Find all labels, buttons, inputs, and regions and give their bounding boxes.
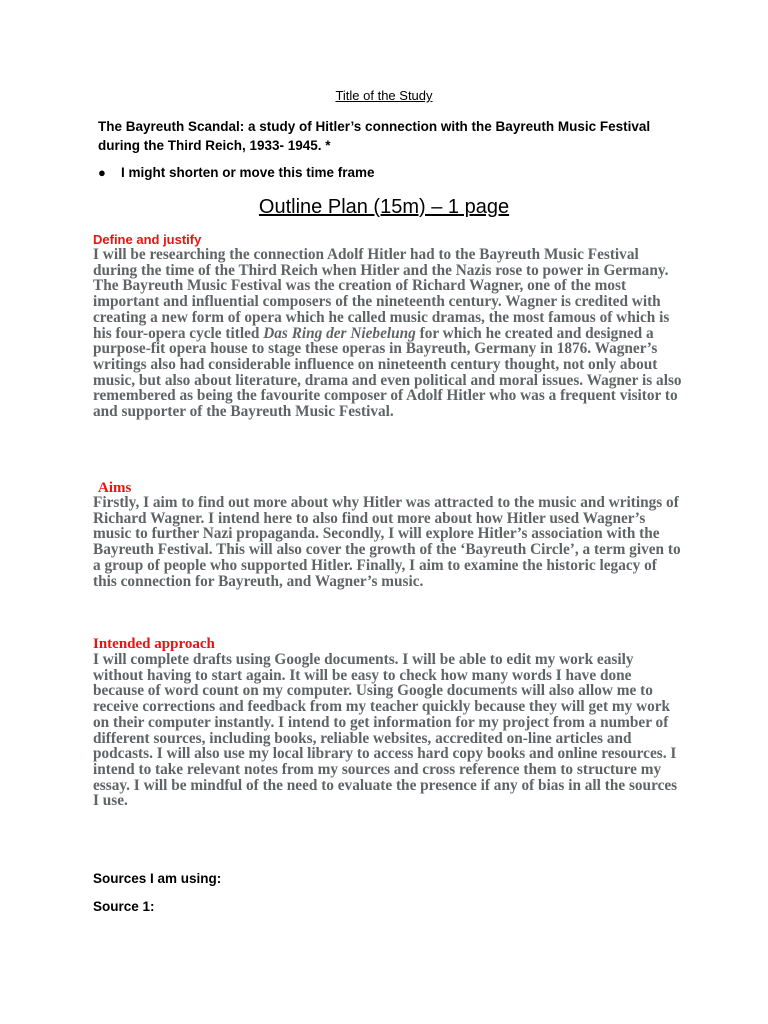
study-heading: The Bayreuth Scandal: a study of Hitler’s connection with the Bayreuth Music Festival during the Third Reich, 1933- 1945. * (98, 119, 651, 153)
define-justify-label: Define and justify (93, 232, 202, 247)
opera-cycle-title: Das Ring der Niebelung (263, 324, 416, 342)
define-justify-text (93, 247, 683, 420)
approach-text: I will complete drafts using Google documents. I will be able to edit my work easily without having to start again. It will be easy to check how many words I have done because of word count on my computer. Using Google documents will also allow me to receive corrections and feedback from my teacher quickly because they will get my work on their computer instantly. I intend to get information for my project from a number of different sources, including books, reliable websites, accredited on-line articles and podcasts. I will also use my local library to access hard copy books and online resources. I intend to take relevant notes from my sources and cross reference them to structure my essay. I will be mindful of the need to evaluate the presence if any of bias in all the sources I use. (93, 651, 678, 810)
note-bullet-text: I might shorten or move this time frame (121, 165, 375, 180)
note-bullet (98, 164, 375, 182)
source-1-label: Source 1: (93, 899, 155, 914)
approach-label: Intended approach (93, 636, 215, 652)
define-text-part1: I will be researching the connection Adolf Hitler had to the Bayreuth Music Festival during the time of the Third Reich when Hitler and the Nazis rose to power in Germany. The Bayreuth Music Festival was the creation of Richard Wagner, one of the most important and influential composers of the nineteenth century. Wagner is credited with creating a new form of opera which he called music dramas, the most famous of which is his four-opera cycle titled (93, 246, 670, 342)
bullet-icon: ● (98, 165, 106, 180)
outline-title: Outline Plan (15m) – 1 page (258, 196, 510, 218)
define-text-part2: for which he created and designed a purpose-fit opera house to stage these operas in Bayreuth, Germany in 1876. Wagner’s writings also had considerable influence on nineteenth century thought, not only about music, but also about literature, drama and even political and moral issues. Wagner is also remembered as being the favourite composer of Adolf Hitler who was a frequent visitor to and supporter of the Bayreuth Music Festival. (93, 324, 682, 421)
study-title-label: Title of the Study (335, 88, 433, 103)
aims-label: Aims (98, 480, 132, 496)
aims-text: Firstly, I aim to find out more about why Hitler was attracted to the music and writings of Richard Wagner. I intend here to also find out more about how Hitler used Wagner’s music to further Nazi propaganda. Secondly, I will explore Hitler’s association with the Bayreuth Festival. This will also cover the growth of the ‘Bayreuth Circle’, a term given to a group of people who supported Hitler. Finally, I aim to examine the historic legacy of this connection for Bayreuth, and Wagner’s music. (93, 494, 681, 590)
sources-label: Sources I am using: (93, 871, 222, 886)
